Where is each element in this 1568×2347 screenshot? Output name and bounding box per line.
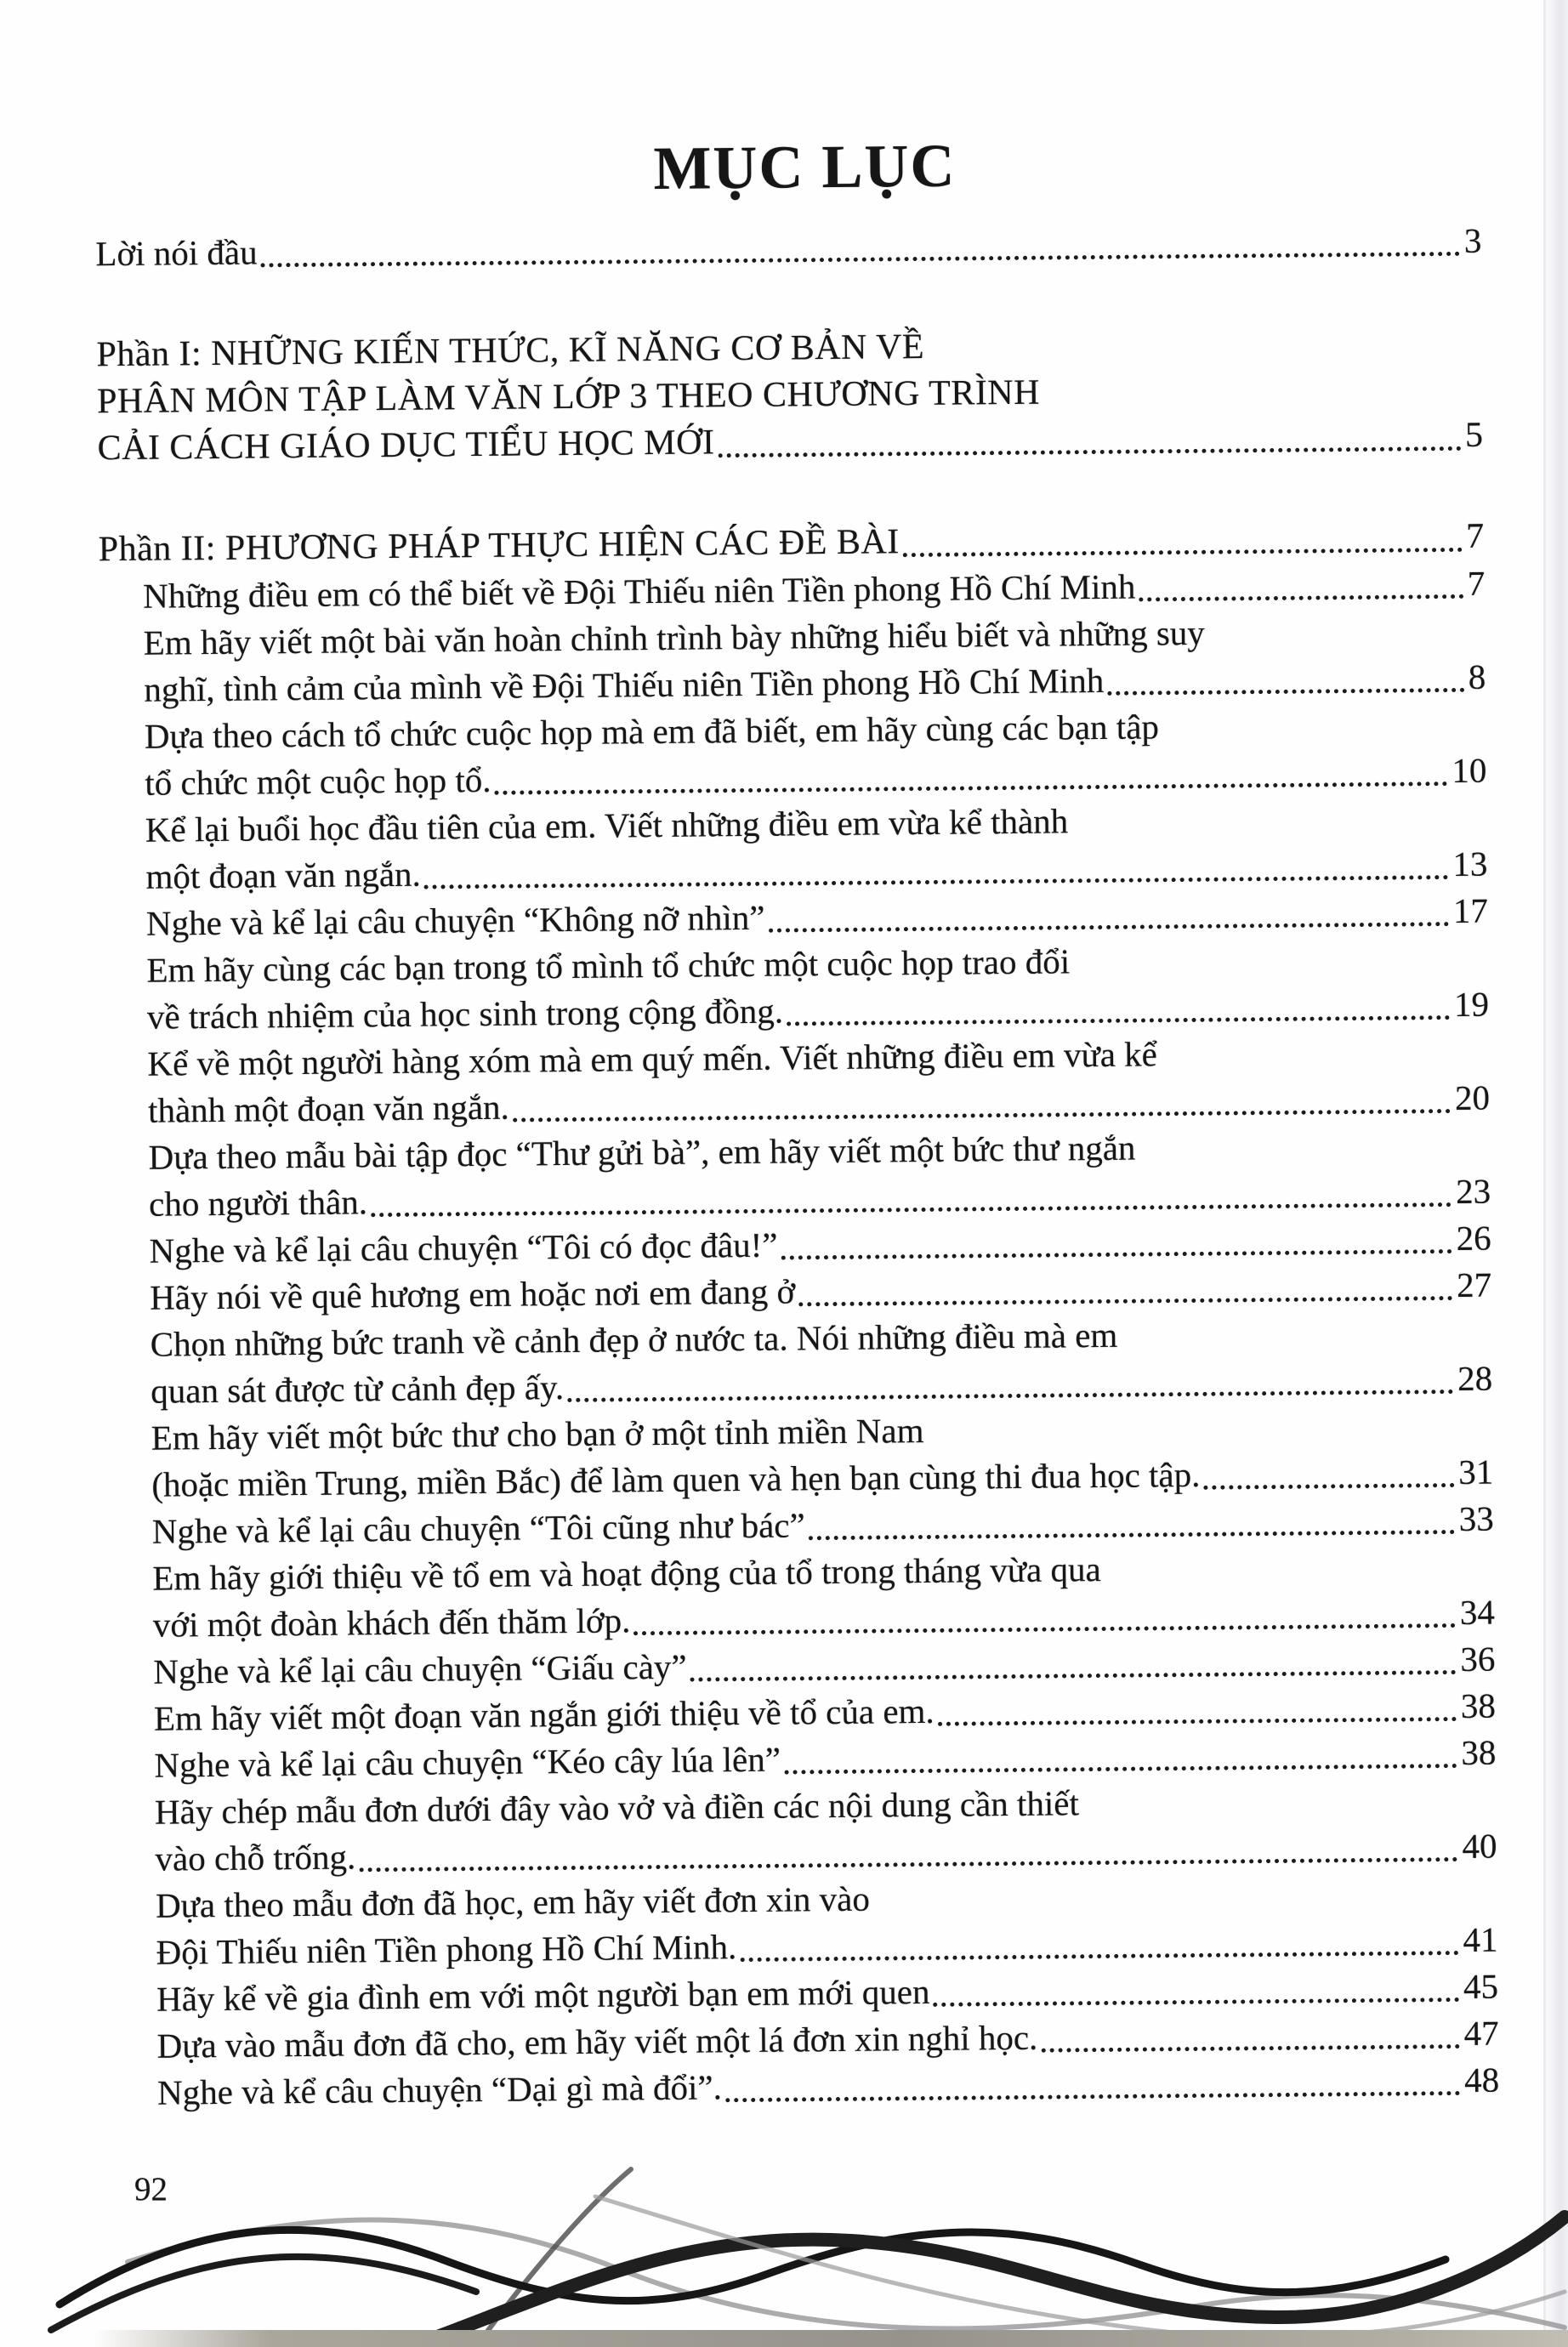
dot-leader <box>359 1857 1457 1872</box>
toc-line-text: Nghe và kể lại câu chuyện “Tôi có đọc đâu!” <box>149 1225 778 1270</box>
toc-line-text: một đoạn văn ngắn. <box>145 854 422 896</box>
dot-leader <box>1139 594 1463 602</box>
dot-leader <box>633 1623 1456 1635</box>
toc-line-text: (hoặc miền Trung, miền Bắc) để làm quen và hẹn bạn cùng thi đua học tập. <box>151 1454 1201 1504</box>
toc-page-number: 31 <box>1458 1452 1494 1492</box>
toc-entry <box>101 794 1488 901</box>
toc-page-number: 27 <box>1456 1264 1492 1304</box>
dot-leader <box>1041 2044 1459 2053</box>
toc-entry <box>108 1543 1495 1650</box>
toc-line-text: Phần II: PHƯƠNG PHÁP THỰC HIỆN CÁC ĐỀ BÀI <box>98 522 900 570</box>
toc-entry <box>111 1870 1498 1977</box>
toc-line-text: Hãy chép mẫu đơn dưới đây vào vở và điền các nội dung cần thiết <box>154 1783 1080 1832</box>
dot-leader <box>725 2091 1460 2102</box>
toc-line-text: Nghe và kể lại câu chuyện “Không nỡ nhìn” <box>145 897 765 943</box>
toc-page-number: 36 <box>1460 1639 1496 1679</box>
toc-line-text: Nghe và kể lại câu chuyện “Kéo cây lúa lên” <box>154 1739 781 1785</box>
toc-line-text: Em hãy viết một bức thư cho bạn ở một tỉnh miền Nam <box>151 1411 924 1458</box>
toc-page-number: 19 <box>1453 984 1490 1024</box>
dot-leader <box>719 446 1462 457</box>
toc-entry <box>103 1028 1490 1135</box>
toc-page-number: 8 <box>1468 656 1486 696</box>
toc-page-number: 10 <box>1452 750 1487 791</box>
swoosh-diagonal <box>476 2169 631 2347</box>
dot-leader <box>513 1109 1451 1122</box>
toc-line-text: thành một đoạn văn ngắn. <box>147 1087 509 1130</box>
toc-line-text: Lời nói đầu <box>95 232 258 274</box>
dot-leader <box>740 1951 1458 1962</box>
toc-page-number: 7 <box>1467 563 1486 603</box>
toc-page-number: 7 <box>1465 516 1485 556</box>
toc-line <box>95 218 1481 278</box>
toc-line-text: với một đoàn khách đến thăm lớp. <box>152 1600 631 1645</box>
dot-leader <box>934 1998 1460 2007</box>
page-bottom-edge <box>94 2330 1568 2347</box>
toc-line-text: cho người thân. <box>148 1182 368 1224</box>
toc-list <box>95 218 1499 2117</box>
dot-leader <box>690 1670 1457 1682</box>
toc-line-text: Hãy nói về quê hương em hoặc nơi em đang ở <box>149 1271 796 1317</box>
toc-line-text: Chọn những bức tranh về cảnh đẹp ở nước ta. Nói những điều mà em <box>150 1315 1118 1364</box>
toc-page-number: 17 <box>1452 890 1489 931</box>
toc-page-number: 38 <box>1461 1732 1497 1772</box>
toc-content <box>94 124 1499 2117</box>
swoosh-left-echo <box>51 2257 476 2330</box>
toc-line-text: Đội Thiếu niên Tiền phong Hồ Chí Minh. <box>156 1927 737 1972</box>
toc-line-text: Em hãy viết một bài văn hoàn chỉnh trình bày những hiểu biết và những suy <box>143 612 1205 662</box>
toc-line-text: Kể lại buổi học đầu tiên của em. Viết những điều em vừa kể thành <box>145 801 1069 850</box>
toc-page-number: 40 <box>1462 1826 1497 1866</box>
toc-line-text: Nghe và kể lại câu chuyện “Giấu cày” <box>153 1646 687 1691</box>
toc-line-text: quan sát được từ cảnh đẹp ấy. <box>151 1367 565 1411</box>
toc-page-number: 34 <box>1459 1592 1496 1632</box>
dot-leader <box>495 781 1448 795</box>
toc-entry <box>105 1309 1492 1416</box>
toc-page-number: 45 <box>1463 1966 1499 2006</box>
dot-leader <box>784 1764 1457 1775</box>
dot-leader <box>371 1202 1452 1217</box>
dot-leader <box>781 1249 1452 1260</box>
dot-leader <box>938 1717 1457 1726</box>
toc-line-text: vào chỗ trống. <box>155 1837 356 1878</box>
toc-line-text: tổ chức một cuộc họp tổ. <box>145 759 491 803</box>
scan-right-edge <box>1542 0 1568 2347</box>
footer-page-number: 92 <box>134 2171 168 2208</box>
toc-page-number: 3 <box>1463 220 1482 260</box>
toc-entry <box>107 1402 1494 1509</box>
scan-right-line <box>1543 0 1546 2347</box>
dot-leader <box>787 1015 1450 1026</box>
toc-page-number: 13 <box>1452 844 1488 884</box>
toc-page-number: 20 <box>1454 1077 1491 1117</box>
toc-page-number: 41 <box>1463 1919 1498 1959</box>
dot-leader <box>261 252 1460 268</box>
dot-leader <box>903 548 1462 557</box>
toc-line-text: PHÂN MÔN TẬP LÀM VĂN LỚP 3 THEO CHƯƠNG TRÌNH <box>96 372 1041 422</box>
toc-line-text: Em hãy cùng các bạn trong tổ mình tổ chức một cuộc họp trao đổi <box>146 941 1071 990</box>
toc-line-text: Nghe và kể lại câu chuyện “Tôi cũng như bác” <box>151 1505 805 1551</box>
toc-line-text: Phần I: NHỮNG KIẾN THỨC, KĨ NĂNG CƠ BẢN VỀ <box>96 327 925 375</box>
toc-entry <box>111 1776 1497 1884</box>
dot-leader <box>424 875 1449 889</box>
dot-leader <box>809 1530 1455 1540</box>
toc-line-text: về trách nhiệm của học sinh trong cộng đồng. <box>146 991 784 1037</box>
toc-line-text: nghĩ, tình cảm của mình về Đội Thiếu niên Tiền phong Hồ Chí Minh <box>144 660 1105 709</box>
toc-line-text: Em hãy giới thiệu về tổ em và hoạt động của tổ trong tháng vừa qua <box>152 1549 1101 1598</box>
toc-page-number: 48 <box>1463 2060 1500 2100</box>
toc-entry <box>96 319 1484 473</box>
dot-leader <box>798 1296 1452 1306</box>
toc-page-number: 26 <box>1456 1218 1491 1258</box>
toc-page-number: 23 <box>1455 1171 1491 1211</box>
page-title: MỤC LỤC <box>653 131 957 202</box>
toc-page-number: 33 <box>1458 1498 1494 1538</box>
toc-line-text: Những điều em có thể biết về Đội Thiếu niên Tiền phong Hồ Chí Minh <box>143 566 1136 616</box>
dot-leader <box>567 1389 1453 1402</box>
toc-entry <box>102 935 1489 1042</box>
toc-page-number: 38 <box>1460 1685 1497 1725</box>
toc-line-text: Dựa theo mẫu bài tập đọc “Thư gửi bà”, em hãy viết một bức thư ngắn <box>148 1128 1136 1177</box>
toc-line-text: Kể về một người hàng xóm mà em quý mến. Viết những điều em vừa kể <box>147 1034 1158 1083</box>
toc-page-number: 5 <box>1464 415 1484 455</box>
toc-entry <box>100 701 1487 808</box>
toc-line-text: Hãy kể về gia đình em với một người bạn em mới quen <box>156 1971 930 2019</box>
dot-leader <box>769 922 1449 933</box>
toc-entry <box>104 1122 1491 1229</box>
toc-entry <box>95 218 1481 278</box>
dot-leader <box>1203 1483 1454 1490</box>
toc-line-text: Dựa theo cách tổ chức cuộc họp mà em đã biết, em hãy cùng các bạn tập <box>144 707 1160 756</box>
toc-line-text: Dựa theo mẫu đơn đã học, em hãy viết đơn xin vào <box>155 1878 871 1925</box>
toc-line-text: Nghe và kể câu chuyện “Dại gì mà đổi”. <box>156 2067 723 2112</box>
dot-leader <box>1107 688 1464 696</box>
toc-page-number: 28 <box>1457 1358 1493 1398</box>
toc-line-text: CẢI CÁCH GIÁO DỤC TIỂU HỌC MỚI <box>97 423 715 469</box>
toc-entry <box>99 607 1486 714</box>
toc-line-text: Em hãy viết một đoạn văn ngắn giới thiệu về tổ của em. <box>153 1691 935 1738</box>
decorative-swoosh <box>0 2164 1568 2347</box>
toc-line-text: Dựa vào mẫu đơn đã cho, em hãy viết một lá đơn xin nghỉ học. <box>156 2017 1038 2066</box>
toc-page-number: 47 <box>1463 2013 1499 2053</box>
